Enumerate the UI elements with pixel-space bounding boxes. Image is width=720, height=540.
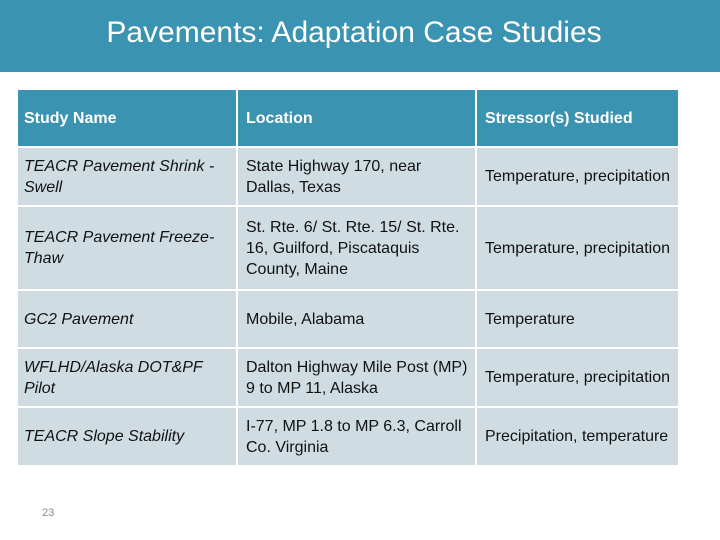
cell-study-name: TEACR Pavement Freeze-Thaw <box>18 207 236 289</box>
page-number: 23 <box>42 507 55 519</box>
cell-stressors: Temperature, precipitation <box>477 148 678 205</box>
table-row <box>18 291 678 347</box>
table-row <box>18 408 678 465</box>
table-row <box>18 207 678 289</box>
cell-study-name: TEACR Slope Stability <box>18 408 236 465</box>
cell-location: St. Rte. 6/ St. Rte. 15/ St. Rte. 16, Guilford, Piscataquis County, Maine <box>238 207 475 289</box>
cell-location: Mobile, Alabama <box>238 291 475 347</box>
table-row <box>18 148 678 205</box>
table-row <box>18 349 678 406</box>
table-header-row <box>18 90 678 146</box>
cell-stressors: Temperature, precipitation <box>477 349 678 406</box>
cell-location: State Highway 170, near Dallas, Texas <box>238 148 475 205</box>
case-studies-table <box>18 90 678 467</box>
cell-location: Dalton Highway Mile Post (MP) 9 to MP 11, Alaska <box>238 349 475 406</box>
cell-stressors: Precipitation, temperature <box>477 408 678 465</box>
cell-study-name: WFLHD/Alaska DOT&PF Pilot <box>18 349 236 406</box>
header-stressors: Stressor(s) Studied <box>477 90 678 146</box>
cell-stressors: Temperature, precipitation <box>477 207 678 289</box>
cell-location: I-77, MP 1.8 to MP 6.3, Carroll Co. Virginia <box>238 408 475 465</box>
title-bar <box>0 0 720 72</box>
header-location: Location <box>238 90 475 146</box>
cell-study-name: TEACR Pavement Shrink -Swell <box>18 148 236 205</box>
cell-stressors: Temperature <box>477 291 678 347</box>
cell-study-name: GC2 Pavement <box>18 291 236 347</box>
header-study-name: Study Name <box>18 90 236 146</box>
slide-title: Pavements: Adaptation Case Studies <box>106 16 602 49</box>
